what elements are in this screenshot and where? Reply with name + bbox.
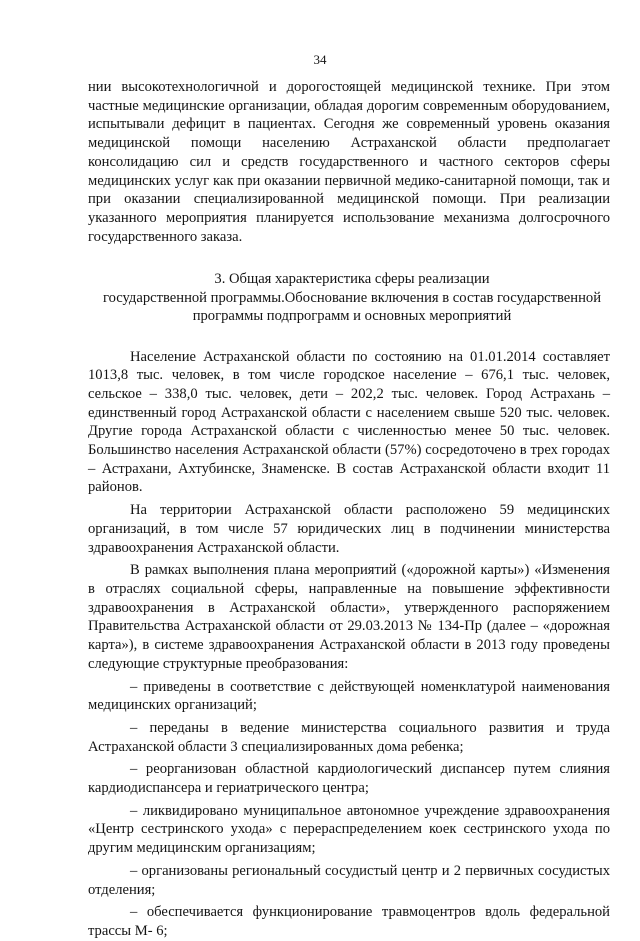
list-item-vascular-centers: – организованы региональный сосудистый центр и 2 первичных сосудистых отделения;	[88, 862, 610, 898]
section-heading-line-2: государственной программы.Обоснование включения в состав государственной программы подпрограмм и основных мероприятий	[102, 289, 602, 325]
list-item-trauma-centers: – обеспечивается функционирование травмоцентров вдоль федеральной трассы М- 6;	[88, 904, 610, 939]
list-item-cardiology: – реорганизован областной кардиологический диспансер путем слияния кардиодиспансера и гериатрического центра;	[88, 761, 610, 797]
list-item-nursing-center: – ликвидировано муниципальное автономное учреждение здравоохранения «Центр сестринского ухода» с перераспределением коек сестринского ухода по другим медицинским организациям;	[88, 802, 610, 857]
list-item-nomenclature: – приведены в соответствие с действующей номенклатурой наименования медицинских организаций;	[88, 678, 610, 714]
page-number: 34	[313, 52, 327, 67]
list-item-childrens-homes: – переданы в ведение министерства социального развития и труда Астраханской области 3 специализированных дома ребенка;	[88, 719, 610, 755]
page-content	[88, 78, 610, 941]
paragraph-intro: нии высокотехнологичной и дорогостоящей медицинской технике. При этом частные медицинские организации, обладая дорогим современным оборудованием, испытывали дефицит в пациентах. Сегодня же современный уровень оказания медицинской помощи населению Астраханской области предполагает консолидацию сил и средств государственного и частного секторов сферы медицинских услуг как при оказании первичной медико-санитарной помощи, так и при оказании специализированной медицинской помощи. При реализации указанного мероприятия планируется использование механизма долгосрочного государственного заказа.	[88, 79, 610, 245]
paragraph-roadmap: В рамках выполнения плана мероприятий («дорожной карты») «Изменения в отраслях социальной сферы, направленные на повышение эффективности здравоохранения в Астраханской области», утвержденного распоряжением Правительства Астраханской области от 29.03.2013 № 134-Пр (далее – «дорожная карта»), в системе здравоохранения Астраханской области в 2013 году проведены следующие структурные преобразования:	[88, 562, 610, 672]
section-heading	[88, 270, 610, 325]
section-heading-line-1: 3. Общая характеристика сферы реализации	[214, 271, 490, 288]
paragraph-population: Население Астраханской области по состоянию на 01.01.2014 составляет 1013,8 тыс. человек, в том числе городское население – 676,1 тыс. человек, сельское – 338,0 тыс. человек, дети – 202,2 тыс. человек. Город Астрахань – единственный город Астраханской области с населением свыше 520 тыс. человек. Другие города Астраханской области с численностью менее 50 тыс. человек. Большинство населения Астраханской области (57%) сосредоточено в трех городах – Астрахани, Ахтубинске, Знаменске. В состав Астраханской области входит 11 районов.	[88, 348, 610, 496]
paragraph-medical-organizations: На территории Астраханской области расположено 59 медицинских организаций, в том числе 57 юридических лиц в подчинении министерства здравоохранения Астраханской области.	[88, 502, 610, 556]
